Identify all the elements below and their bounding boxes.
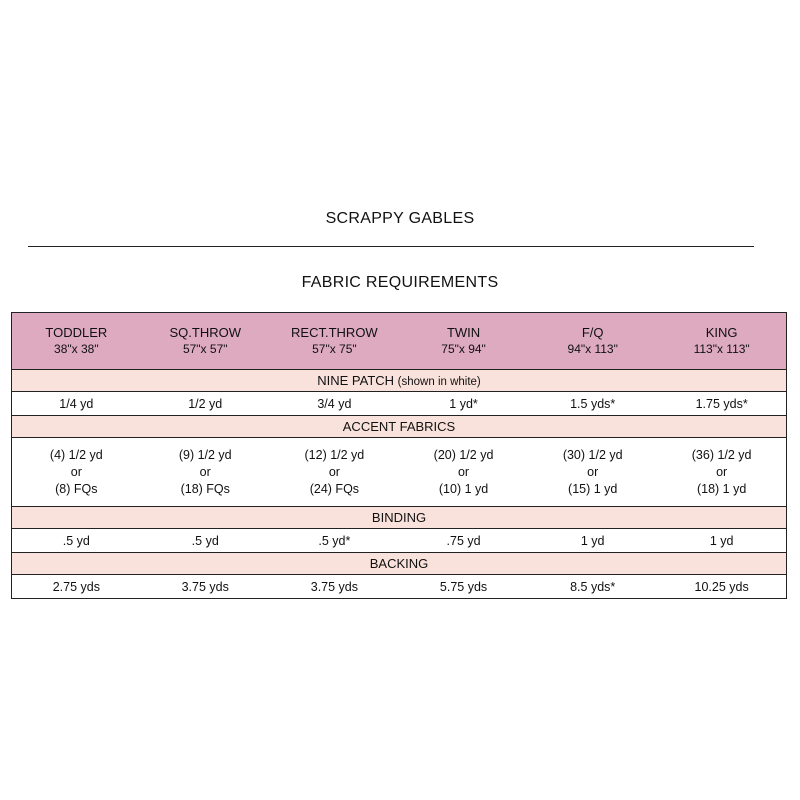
accent-or: or xyxy=(70,464,82,479)
size-dims: 57"x 75" xyxy=(312,342,357,356)
section-heading: FABRIC REQUIREMENTS xyxy=(301,274,499,291)
document-title: SCRAPPY GABLES xyxy=(325,210,475,227)
accent-or: or xyxy=(716,464,728,479)
table-cell xyxy=(399,438,528,507)
binding-section-row xyxy=(12,507,787,529)
table-cell: .75 yd xyxy=(399,529,528,553)
size-header-sq-throw xyxy=(141,313,270,370)
size-header-toddler xyxy=(12,313,141,370)
backing-values-row xyxy=(12,575,787,599)
accent-half-yard: (36) 1/2 yd xyxy=(691,447,752,462)
fabric-requirements-table xyxy=(11,312,787,599)
accent-or: or xyxy=(328,464,340,479)
table-cell: 1.75 yds* xyxy=(657,392,786,416)
accent-or: or xyxy=(587,464,599,479)
accent-half-yard: (30) 1/2 yd xyxy=(562,447,623,462)
accent-alternative: (18) 1 yd xyxy=(696,481,747,496)
accent-alternative: (15) 1 yd xyxy=(568,481,618,496)
section-label: NINE PATCH xyxy=(317,373,395,388)
title-divider xyxy=(28,246,754,247)
table-cell: 10.25 yds xyxy=(657,575,786,599)
size-dims: 57"x 57" xyxy=(182,342,228,356)
table-cell: .5 yd* xyxy=(270,529,399,553)
table-cell xyxy=(528,438,657,507)
table-cell: 3.75 yds xyxy=(270,575,399,599)
table-cell: 1 yd xyxy=(528,529,657,553)
nine-patch-values-row xyxy=(12,392,787,416)
accent-or: or xyxy=(457,464,470,479)
table-cell: .5 yd xyxy=(141,529,270,553)
size-header-rect-throw xyxy=(270,313,399,370)
size-name: TODDLER xyxy=(45,325,108,340)
backing-section-row xyxy=(12,553,787,575)
table-cell xyxy=(270,438,399,507)
accent-half-yard: (20) 1/2 yd xyxy=(433,447,494,462)
size-name: RECT.THROW xyxy=(291,325,378,340)
size-name: F/Q xyxy=(581,325,604,340)
table-cell: 2.75 yds xyxy=(12,575,141,599)
accent-half-yard: (12) 1/2 yd xyxy=(304,447,365,462)
size-name: SQ.THROW xyxy=(169,325,241,340)
accent-alternative: (8) FQs xyxy=(55,481,98,496)
table-cell: 8.5 yds* xyxy=(528,575,657,599)
table-cell: .5 yd xyxy=(12,529,141,553)
nine-patch-label xyxy=(12,370,787,392)
size-name: KING xyxy=(705,325,738,340)
accent-half-yard: (9) 1/2 yd xyxy=(178,447,232,462)
table-cell xyxy=(141,438,270,507)
table-cell: 3/4 yd xyxy=(270,392,399,416)
accent-alternative: (24) FQs xyxy=(309,481,360,496)
table-cell xyxy=(12,438,141,507)
accent-values-row xyxy=(12,438,787,507)
size-header-fq xyxy=(528,313,657,370)
size-header-row xyxy=(12,313,787,370)
table-cell: 1 yd xyxy=(657,529,786,553)
section-note: (shown in white) xyxy=(397,376,481,388)
table-cell: 1/4 yd xyxy=(12,392,141,416)
size-dims: 113"x 113" xyxy=(693,342,750,356)
binding-values-row xyxy=(12,529,787,553)
accent-half-yard: (4) 1/2 yd xyxy=(49,447,103,462)
size-dims: 38"x 38" xyxy=(54,342,99,356)
table-cell: 1/2 yd xyxy=(141,392,270,416)
table-cell: 1 yd* xyxy=(399,392,528,416)
size-header-twin xyxy=(399,313,528,370)
binding-label: BINDING xyxy=(12,507,787,529)
accent-label: ACCENT FABRICS xyxy=(12,416,787,438)
table-cell: 1.5 yds* xyxy=(528,392,657,416)
table-cell: 3.75 yds xyxy=(141,575,270,599)
backing-label: BACKING xyxy=(12,553,787,575)
nine-patch-section-row xyxy=(12,370,787,392)
accent-alternative: (18) FQs xyxy=(180,481,230,496)
size-dims: 75"x 94" xyxy=(441,342,486,356)
table-cell: 5.75 yds xyxy=(399,575,528,599)
accent-or: or xyxy=(199,464,211,479)
size-header-king xyxy=(657,313,786,370)
table-cell xyxy=(657,438,786,507)
accent-section-row xyxy=(12,416,787,438)
size-dims: 94"x 113" xyxy=(567,342,618,356)
size-name: TWIN xyxy=(446,325,481,340)
accent-alternative: (10) 1 yd xyxy=(438,481,489,496)
